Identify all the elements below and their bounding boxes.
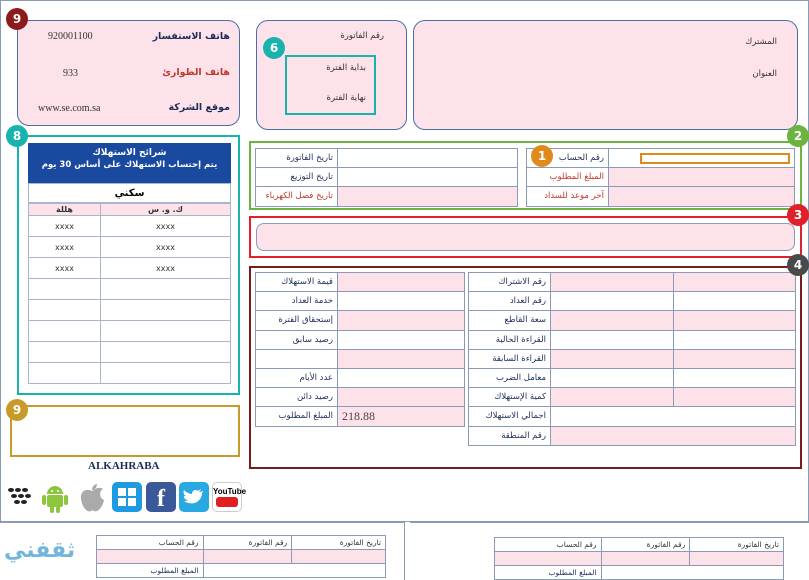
charge-label: عدد الأيام <box>256 368 338 387</box>
detail-label: كمية الإستهلاك <box>469 388 551 407</box>
detail-value <box>673 292 796 311</box>
stub-account-label: رقم الحساب <box>97 536 204 550</box>
windows-icon[interactable] <box>112 482 142 512</box>
stub-date-label: تاريخ الفاتورة <box>690 538 784 552</box>
marker-7: 9 <box>6 8 28 30</box>
detail-value <box>551 292 674 311</box>
tariff-table <box>28 203 231 384</box>
charge-value <box>338 368 465 387</box>
stub-account-value <box>495 552 602 566</box>
distribution-date-label: تاريخ التوزيع <box>256 168 338 187</box>
last-payment-value <box>609 187 795 206</box>
account-number-label: رقم الحساب <box>527 149 609 168</box>
contact-box <box>17 20 240 126</box>
marker-3: 3 <box>787 204 809 226</box>
detail-value <box>551 330 674 349</box>
tariff-category: سكني <box>28 183 231 203</box>
stub-amount-label: المبلغ المطلوب <box>97 564 204 578</box>
charge-label: رصيد دائن <box>256 388 338 407</box>
tariff-cell: xxxx <box>100 216 230 237</box>
blackberry-icon[interactable] <box>4 482 34 512</box>
detail-label: سعة القاطع <box>469 311 551 330</box>
disconnection-date-label: تاريخ فصل الكهرباء <box>256 187 338 206</box>
amount-value: 218.88 <box>338 407 465 426</box>
website-label: موقع الشركة <box>168 102 230 113</box>
detail-value <box>673 349 796 368</box>
detail-label: رقم العداد <box>469 292 551 311</box>
tariff-cell <box>29 321 101 342</box>
stub-date-value <box>690 552 784 566</box>
tariff-cell: xxxx <box>29 237 101 258</box>
charge-value <box>338 349 465 368</box>
tariff-col-halala: هللة <box>29 204 101 216</box>
emergency-label: هاتف الطوارئ <box>162 67 230 78</box>
address-label: العنوان <box>752 69 777 79</box>
charge-value <box>338 330 465 349</box>
detail-value <box>673 311 796 330</box>
detail-value <box>551 388 674 407</box>
account-number-value <box>609 149 795 168</box>
tariff-cell: xxxx <box>100 237 230 258</box>
detail-label: القراءة الحالية <box>469 330 551 349</box>
tariff-section <box>17 135 240 395</box>
apple-icon[interactable] <box>77 482 107 512</box>
tariff-col-kwh: ك. و. س <box>100 204 230 216</box>
payment-stub-right <box>410 522 809 580</box>
stub-date-value <box>292 550 386 564</box>
tariff-cell <box>29 279 101 300</box>
charge-label <box>256 349 338 368</box>
detail-value <box>673 330 796 349</box>
detail-label: رقم الاشتراك <box>469 273 551 292</box>
message-section <box>249 216 802 258</box>
tariff-cell <box>100 321 230 342</box>
tariff-cell <box>29 363 101 384</box>
tariff-cell <box>100 279 230 300</box>
period-highlight <box>285 55 376 115</box>
charge-value <box>338 273 465 292</box>
tariff-cell <box>100 342 230 363</box>
tariff-header <box>28 143 231 183</box>
charge-value <box>338 388 465 407</box>
stub-amount-label: المبلغ المطلوب <box>495 566 602 580</box>
tariff-cell: xxxx <box>29 258 101 279</box>
tariff-cell <box>100 363 230 384</box>
charge-label: إستحقاق الفترة <box>256 311 338 330</box>
detail-value <box>673 368 796 387</box>
stub-account-value <box>97 550 204 564</box>
inquiry-value: 920001100 <box>48 31 93 42</box>
charge-label: قيمة الاستهلاك <box>256 273 338 292</box>
detail-value <box>551 349 674 368</box>
last-payment-label: آخر موعد للسداد <box>527 187 609 206</box>
period-end-label: نهاية الفترة <box>326 93 366 103</box>
tariff-cell: xxxx <box>29 216 101 237</box>
brand-name: ALKAHRABA <box>88 460 160 472</box>
stub-amount-value <box>203 564 385 578</box>
detail-value <box>551 426 796 445</box>
stub-invoice-value <box>601 552 690 566</box>
youtube-icon[interactable] <box>212 482 247 512</box>
invoice-date-label: تاريخ الفاتورة <box>256 149 338 168</box>
marker-2: 2 <box>787 125 809 147</box>
notes-section <box>10 405 240 457</box>
stub-invoice-value <box>203 550 292 564</box>
stub-date-label: تاريخ الفاتورة <box>292 536 386 550</box>
distribution-date-value <box>338 168 518 187</box>
charge-label: رصيد سابق <box>256 330 338 349</box>
facebook-icon[interactable]: f <box>146 482 176 512</box>
marker-1: 1 <box>531 145 553 167</box>
marker-9: 9 <box>6 399 28 421</box>
tariff-cell: xxxx <box>100 258 230 279</box>
detail-value <box>551 368 674 387</box>
detail-label: اجمالي الاستهلاك <box>469 407 551 426</box>
stub-invoice-label: رقم الفاتورة <box>203 536 292 550</box>
detail-value <box>673 388 796 407</box>
detail-value <box>673 273 796 292</box>
detail-label: رقم المنطقة <box>469 426 551 445</box>
website-value: www.se.com.sa <box>38 103 101 114</box>
subscriber-label: المشترك <box>745 37 777 47</box>
stub-amount-value <box>601 566 783 580</box>
details-section <box>249 266 802 469</box>
twitter-icon[interactable] <box>179 482 209 512</box>
stub-account-label: رقم الحساب <box>495 538 602 552</box>
charge-value <box>338 311 465 330</box>
watermark-logo: ثقفني <box>4 538 76 563</box>
disconnection-date-value <box>338 187 518 206</box>
invoice-number-label: رقم الفاتورة <box>340 31 384 41</box>
youtube-label: YouTube <box>213 487 247 496</box>
amount-due-value <box>609 168 795 187</box>
android-icon[interactable] <box>40 482 70 512</box>
detail-value <box>551 407 796 426</box>
marker-4: 4 <box>787 254 809 276</box>
tariff-title: شرائح الاستهلاك <box>92 148 167 158</box>
charge-value <box>338 292 465 311</box>
stub-invoice-label: رقم الفاتورة <box>601 538 690 552</box>
marker-8: 8 <box>6 125 28 147</box>
inquiry-label: هاتف الاستفسار <box>152 31 230 42</box>
charge-label: المبلغ المطلوب <box>256 407 338 426</box>
invoice-date-value <box>338 149 518 168</box>
period-start-label: بداية الفترة <box>326 63 366 73</box>
summary-section <box>249 141 802 210</box>
detail-label: معامل الضرب <box>469 368 551 387</box>
marker-6: 6 <box>263 37 285 59</box>
tariff-cell <box>100 300 230 321</box>
tariff-subtitle: يتم إحتساب الاستهلاك على أساس 30 يوم <box>41 160 218 170</box>
tariff-cell <box>29 300 101 321</box>
detail-label: القراءة السابقة <box>469 349 551 368</box>
subscriber-box <box>413 20 798 130</box>
emergency-value: 933 <box>63 68 78 79</box>
amount-due-label: المبلغ المطلوب <box>527 168 609 187</box>
detail-value <box>551 311 674 330</box>
detail-value <box>551 273 674 292</box>
charge-label: خدمة العداد <box>256 292 338 311</box>
message-field <box>256 223 795 251</box>
tariff-cell <box>29 342 101 363</box>
